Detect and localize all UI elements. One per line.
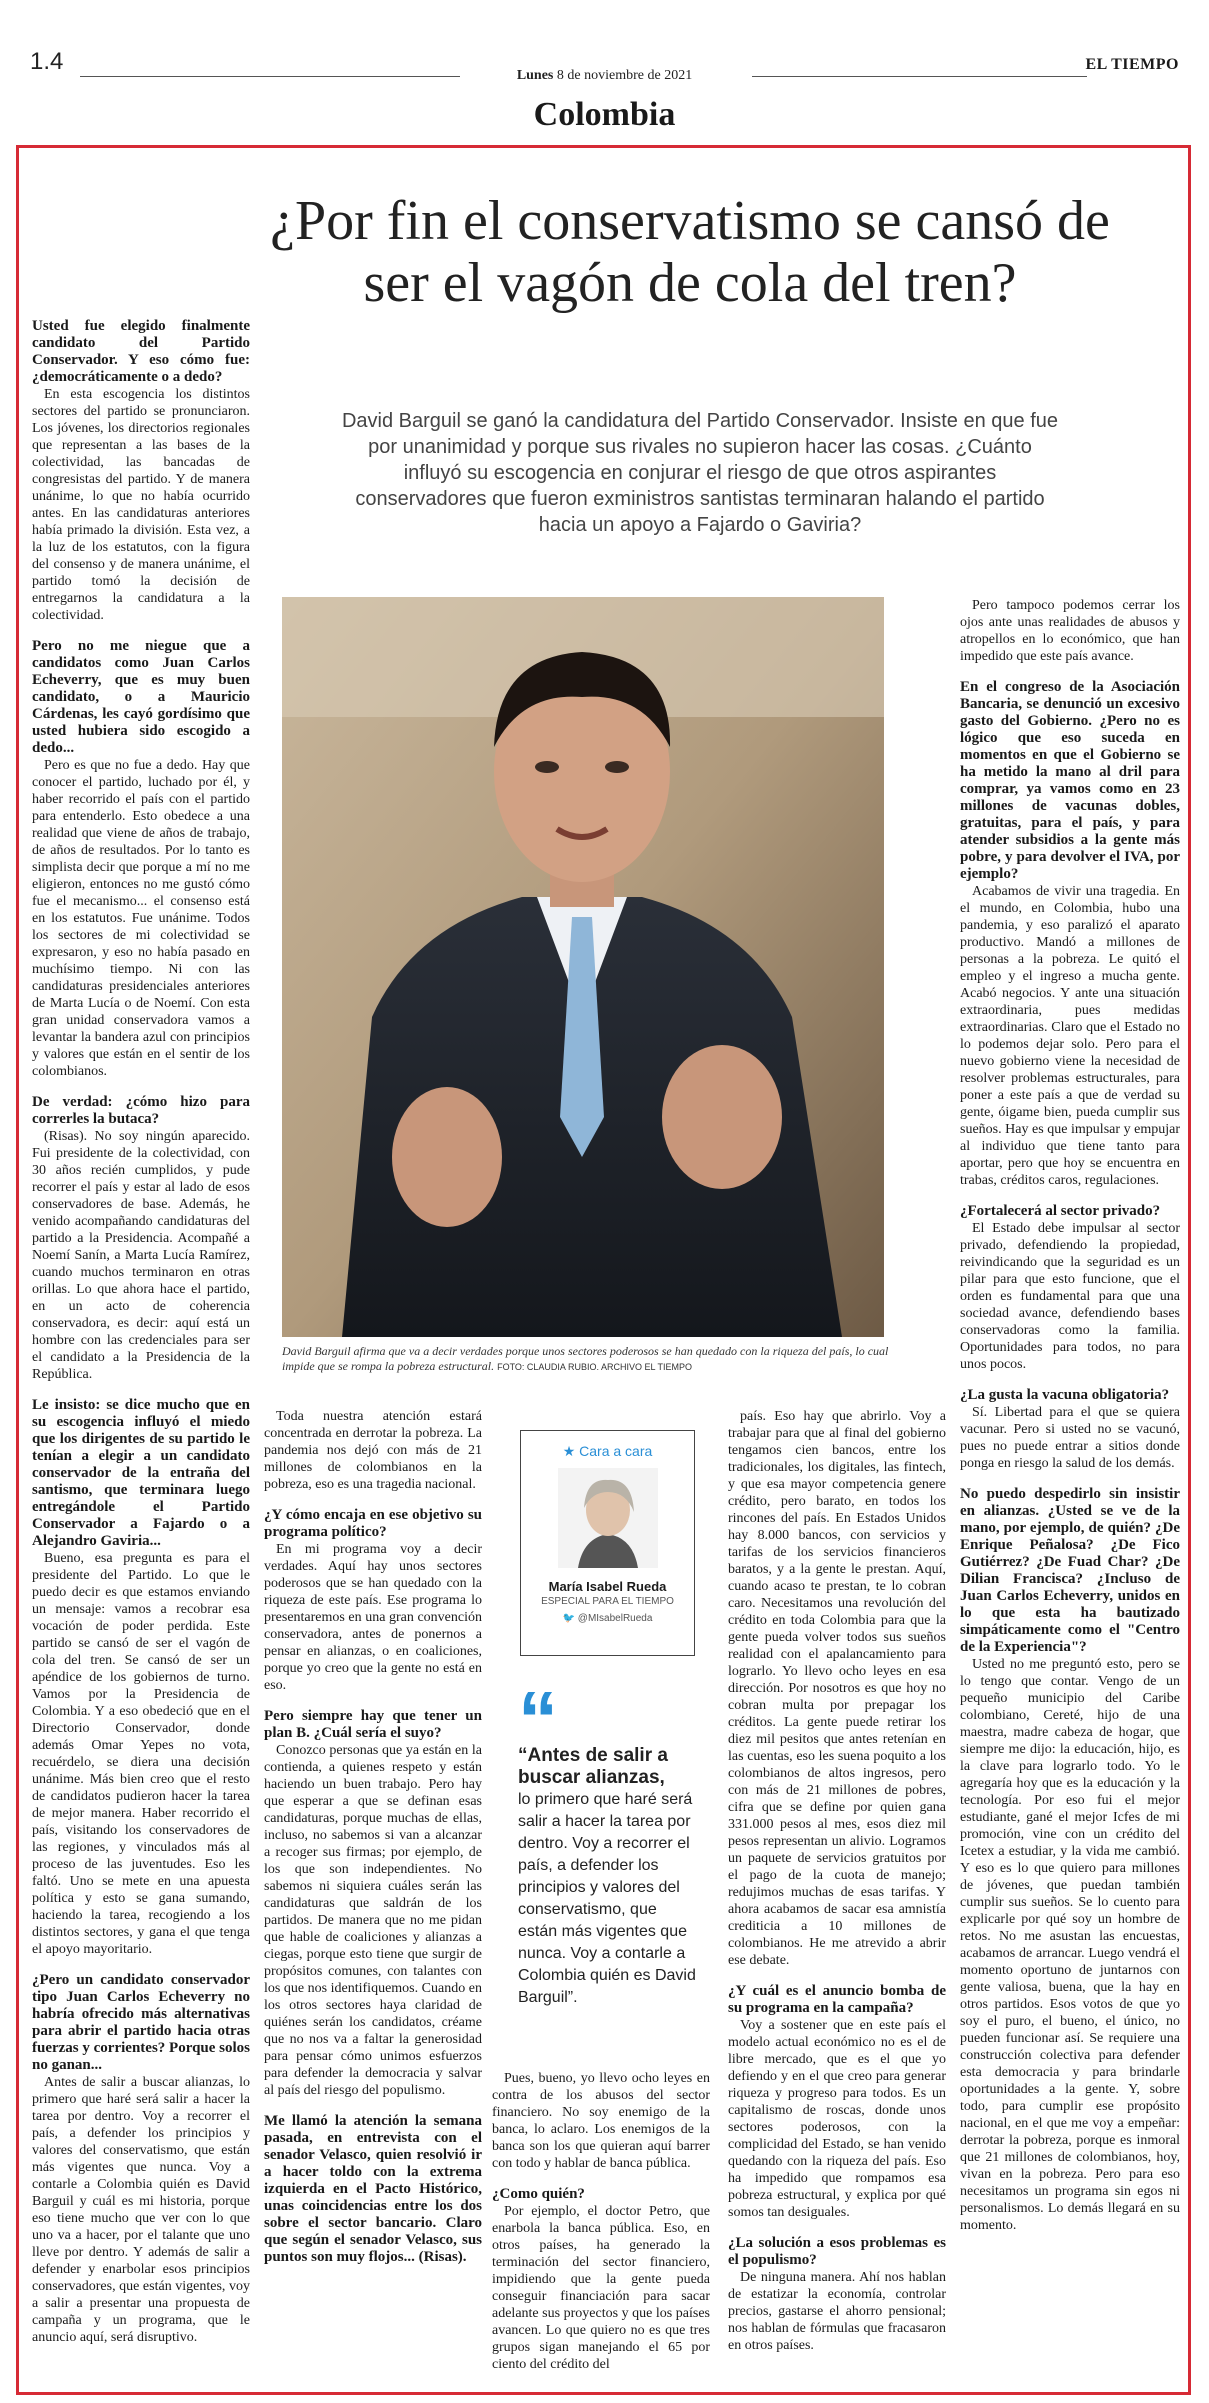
card-tag: ★ Cara a cara: [562, 1443, 653, 1459]
headline: ¿Por fin el conservatismo se cansó de ser el vagón de cola del tren?: [270, 190, 1110, 314]
question: ¿La solución a esos problemas es el populismo?: [728, 2235, 946, 2268]
question: ¿Pero un candidato conservador tipo Juan Carlos Echeverry no habría ofrecido más alternativas para abrir el partido hacia otras fuerzas y corrientes? Porque solos no ganan...: [32, 1972, 251, 2073]
question: Pero no me niegue que a candidatos como Juan Carlos Echeverry, que es muy buen candidato, o a Mauricio Cárdenas, les cayó gordísimo que usted hubiera sido escogido a dedo...: [32, 638, 250, 756]
portrait-image: [282, 597, 884, 1337]
pull-quote-lead: “Antes de salir a buscar alianzas,: [518, 1745, 668, 1788]
interviewer-name: María Isabel Rueda: [548, 1579, 667, 1594]
deck: David Barguil se ganó la candidatura del Partido Conservador. Insiste en que fue por unanimidad y porque sus rivales no supieron hacer las cosas. ¿Cuánto influyó su escogencia en conjurar el riesgo de que otros aspirantes conservadores que fueron exministros santistas terminaran halando el partido hacia un apoyo a Fajardo o Gaviria?: [341, 410, 1058, 536]
answer: Por ejemplo, el doctor Petro, que enarbola la banca pública. Eso, en otros países, ha generado la terminación del sector financiero, impidiendo que la gente pueda conseguir financiación para sacar adelante sus proyectos y que los países avancen. Lo que quiero no es que tres grupos sigan manejando el 65 por ciento del crédito del: [492, 2204, 710, 2372]
answer: En mi programa voy a decir verdades. Aquí hay unos sectores poderosos que se han quedado con la riqueza de este país. Ese programa lo presentaremos en una gran convención conservadora, antes de ponernos a pensar en alianzas, o en coaliciones, porque yo creo que la gente no está en eso.: [264, 1542, 482, 1693]
answer: Toda nuestra atención estará concentrada en derrotar la pobreza. La pandemia nos dejó con más de 21 millones de colombianos en la pobreza, eso es una tragedia nacional.: [264, 1409, 482, 1492]
answer: En esta escogencia los distintos sectores del partido se pronunciaron. Los jóvenes, los directorios regionales que representan a las bases de la colectividad, las bancadas de congresistas del partido. Y de manera unánime, lo que no había ocurrido antes. En las candidaturas anteriores había primado la división. Esta vez, a la luz de los estatutos, con la figura del consenso y de manera unánime, el partido tomó la decisión de entregarnos la candidatura a la colectividad.: [32, 387, 250, 623]
page-number: 1.4: [30, 48, 64, 75]
pull-quote: [518, 1745, 698, 2009]
column-2: [264, 1408, 482, 2266]
question: ¿Y cuál es el anuncio bomba de su programa en la campaña?: [728, 1983, 946, 2016]
answer: Conozco personas que ya están en la contienda, a quienes respeto y están haciendo un buen trabajo. Pero hay que esperar a que se definan esas candidaturas, porque muchas de ellas, incluso, no sabemos si van a alcanzar a recoger sus firmas; por ejemplo, de los que son independientes. No sabemos ni siquiera cuáles serán las candidaturas que saldrán de los partidos. De manera que no me pidan que hable de coaliciones y alianzas a ciegas, porque esto tiene que surgir de propósitos comunes, con talantes con los que nos identifiquemos. Cuando en los otros sectores haya claridad de quiénes serán los candidatos, créame que no nos va a faltar la generosidad para pensar cómo unimos esfuerzos para defender la democracia y salvar al país del riesgo del populismo.: [264, 1743, 482, 2098]
section-title: Colombia: [533, 96, 676, 133]
masthead-rule-right: [752, 76, 1087, 77]
twitter-icon: 🐦: [562, 1613, 576, 1624]
question: ¿Como quién?: [492, 2186, 585, 2202]
question: Pero siempre hay que tener un plan B. ¿Cuál sería el suyo?: [264, 1708, 482, 1741]
question: ¿Y cómo encaja en ese objetivo su programa político?: [264, 1507, 482, 1540]
answer: Usted no me preguntó esto, pero se lo tengo que contar. Vengo de un pequeño municipio del Caribe colombiano, Cereté, hijo de una maestra, madre cabeza de hogar, que siempre me dijo: la educación, hijo, es la clave para lograrlo todo. Yo le agregaría hoy que es la educación y la tecnología. Por eso fui el mejor estudiante, gané el mejor Icfes de mi promoción, vine con un crédito del Icetex a estudiar, y la vida me cambió. Y eso es lo que quiero para millones de jóvenes, que puedan también cumplir sus sueños. Se lo cuento para explicarle por qué soy un hombre de retos. No me asustan las encuestas, acabamos de arrancar. Luego vendrá el momento oportuno de juntarnos con gente valiosa, buena, que la hay en otros partidos. Esos votos de que yo soy el puro, el bueno, el único, no pueden funcionar así. Se requiere una construcción colectiva para defender esta democracia y para brindarle oportunidades a la gente. Y, sobre todo, para cumplir ese propósito nacional, en el que me voy a empeñar: derrotar la pobreza, porque es inmoral que 21 millones de colombianos, hoy, vivan en la pobreza. Pero para eso necesitamos un programa sin egos ni personalismos. Lo demás llegará en su momento.: [960, 1657, 1180, 2233]
interviewer-handle: 🐦 @MIsabelRueda: [562, 1613, 653, 1624]
answer: El Estado debe impulsar al sector privado, defendiendo la propiedad, reivindicando que la seguridad es un pilar para que esto funcione, que el orden es fundamental para que una sociedad avance, defendiendo bases conservadoras como la familia. Oportunidades para todos, no para unos pocos.: [960, 1221, 1180, 1372]
answer: Pero tampoco podemos cerrar los ojos ante unas realidades de abusos y atropellos en lo económico, que han impedido que este país avance.: [960, 598, 1180, 664]
question: No puedo despedirlo sin insistir en alianzas. ¿Usted se ve de la mano, por ejemplo, de quién? ¿De Enrique Peñalosa? ¿De Fico Gutiérrez? ¿De Fuad Char? ¿De Dilian Francisca? ¿Incluso de Juan Carlos Echeverry, unidos en lo que esta ha bautizado simpáticamente como el "Centro de la Experiencia"?: [960, 1486, 1180, 1655]
answer: Pero es que no fue a dedo. Hay que conocer el partido, luchado por él, y haber recorrido el país con el partido para entenderlo. Esto obedece a una realidad que viene de años de trabajo, de años de resultados. Por lo tanto es simplista decir que porque a mí no me eligieron, entonces no me gustó cómo fue el mecanismo... el consenso está en los estatutos. Fue unánime. Todos los sectores de mi colectividad se expresaron, y eso no había pasado en muchísimo tiempo. Ni con las candidaturas presidenciales anteriores de Marta Lucía o de Noemí. Con esta gran unidad conservadora vamos a levantar la bandera azul con principios y valores que están en el sentir de los colombianos.: [32, 758, 250, 1079]
answer: Voy a sostener que en este país el modelo actual económico no es el de libre mercado, que es el que yo defiendo y en el que creo para generar riqueza y progreso para todos. Es un capitalismo de roscas, donde unos sectores poderosos, con la complicidad del Estado, se han venido quedando con la riqueza del país. Eso ha impedido que rompamos esa pobreza estructural, y explica por qué somos tan desiguales.: [728, 2018, 946, 2220]
column-3: [492, 2070, 710, 2373]
interviewer-role: ESPECIAL PARA EL TIEMPO: [541, 1596, 674, 1607]
interviewer-avatar: [558, 1468, 658, 1568]
pull-quote-text: lo primero que haré será salir a hacer la tarea por dentro. Voy a recorrer el país, a defender los principios y valores del conservatismo, que están más vigentes que nunca. Voy a contarle a Colombia quién es David Barguil”.: [518, 1791, 696, 2006]
answer: Sí. Libertad para el que se quiera vacunar. Pero si usted no se vacunó, pues no puede entrar a sitios donde ponga en riesgo la salud de los demás.: [960, 1405, 1180, 1471]
star-icon: ★: [562, 1443, 580, 1459]
answer: (Risas). No soy ningún aparecido. Fui presidente de la colectividad, con 30 años recién cumplidos, y pude recorrer el país y estar al lado de esos conservadores de base. Además, he venido acompañando candidaturas del partido a la Presidencia. Acompañé a Noemí Sanín, a Marta Lucía Ramírez, cuando muchos terminaron en otras orillas. Lo que ahora hace el partido, en un acto de coherencia conservadora, es decir: aquí está un hombre con las credenciales para ser el candidato a la Presidencia de la República.: [32, 1129, 250, 1382]
answer: Bueno, esa pregunta es para el presidente del Partido. Lo que le puedo decir es que estamos enviando un mensaje: vamos a recobrar esa vocación de poder perdida. Este partido se cansó de ser el vagón de cola del tren. Se cansó de ser un apéndice de los gobiernos de turno. Vamos por la Presidencia de Colombia. Y a eso obedeció que en el Directorio Conservador, donde además Omar Yepes no vota, recuérdelo, se diera una decisión unánime. Más bien creo que el resto de candidatos pudieron hacer la tarea de mejor manera. Haber recorrido el país, visitando los conservadores de las regiones, y vinculados más al proceso de las juventudes. Eso les faltó. Uno se mete en una apuesta política y esto se gana sumando, haciendo la tarea, recogiendo a los distintos sectores, y gana el que tenga el apoyo mayoritario.: [32, 1551, 250, 1957]
answer: Pues, bueno, yo llevo ocho leyes en contra de los abusos del sector financiero. No soy enemigo de la banca, lo aclaro. Los enemigos de la banca son los que quieran aquí barrer con todo y hablar de banca pública.: [492, 2071, 710, 2171]
answer: Acabamos de vivir una tragedia. En el mundo, en Colombia, hubo una pandemia, y eso paralizó el aparato productivo. Mandó a millones de personas a la pobreza. Le quitó el empleo y el ingreso a mucha gente. Acabó negocios. Y ante una situación extraordinaria, pues medidas extraordinarias. Claro que el Estado no lo podemos dejar solo. Pero para el nuevo gobierno viene la necesidad de resolver problemas estructurales, para poner a este país a que de verdad su gente, óigame bien, pueda cumplir sus sueños. Hay es que impulsar y empujar al individuo que tiene tanto para aportar, pero que hoy se encuentra en trabas, créditos caros, regulaciones.: [960, 884, 1180, 1188]
photo-caption: [282, 1344, 902, 1375]
question: ¿Fortalecerá al sector privado?: [960, 1203, 1161, 1219]
caption-text: David Barguil afirma que va a decir verdades porque unos sectores poderosos se han quedado con la riqueza del país, lo cual impide que se rompa la pobreza estructural.: [282, 1344, 889, 1373]
column-1: [32, 318, 250, 2346]
column-5: [960, 597, 1180, 2234]
question: Usted fue elegido finalmente candidato del Partido Conservador. Y eso cómo fue: ¿democráticamente o a dedo?: [32, 318, 250, 385]
quote-mark-icon: “: [518, 1675, 558, 1764]
question: Me llamó la atención la semana pasada, en entrevista con el senador Velasco, quien resolvió ir a hacer toldo con la extrema izquierda en el Pacto Histórico, unas coincidencias entre los dos sobre el sector bancario. Claro que según el senador Velasco, sus puntos son muy flojos... (Risas).: [264, 2113, 482, 2265]
question: Le insisto: se dice mucho que en su escogencia influyó el miedo que los dirigentes de su partido le tenían a elegir a un candidato conservador de la entraña del santismo, que terminara luego entregándole el Partido Conservador a Fajardo o a Alejandro Gaviria...: [32, 1397, 250, 1549]
column-4: [728, 1408, 946, 2354]
question: ¿La gusta la vacuna obligatoria?: [960, 1387, 1170, 1403]
interviewer-card: [520, 1430, 695, 1656]
answer: Antes de salir a buscar alianzas, lo primero que haré será salir a hacer la tarea por dentro. Voy a recorrer el país, a defender los principios y valores del conservatismo, que están más vigentes que nunca. Voy a contarle a Colombia quién es David Barguil y cuál es mi historia, porque eso tiene mucho que ver con lo que uno va a hacer, por el talante que uno lleve por dentro. Y además de salir a defender y enarbolar esos principios conservadores, que están vigentes, voy a salir a presentar una propuesta de campaña y un programa, que le anuncio aquí, será disruptivo.: [32, 2075, 250, 2345]
dateline-day: Lunes: [516, 68, 554, 83]
answer: país. Eso hay que abrirlo. Voy a trabajar para que al final del gobierno tengamos cien bancos, entre los tradicionales, los digitales, las fintech, y que esa mayor competencia genere crédito, pero barato, en todos los rincones del país. En Estados Unidos hay 8.000 bancos, con servicios y tarifas de los servicios financieros baratos, y a la gente le prestan. Aquí, cuando acaso te prestan, te lo cobran caro. Necesitamos una revolución del crédito en toda Colombia para que la gente pueda volver todos sus sueños realidad con el apalancamiento para lograrlo. Yo llevo ocho leyes en esa dirección. Por nosotros es que hoy no cobran multa por prepagar los créditos. La gente puede retirar los diez mil pesitos que antes retenían en las cuentas, eso les suena poquito a los colombianos de altos ingresos, pero con más de 21 millones de pobres, cifra que se define por quien gana 331.000 pesos al mes, esos diez mil pesos representan un alivio. Logramos un paquete de servicios gratuitos por el pago de la cuota de manejo; redujimos muchas de esas tarifas. Y ahora acabamos de sacar esa amnistía crediticia a 10 millones de colombianos. He me atrevido a abrir ese debate.: [728, 1409, 946, 1968]
answer: De ninguna manera. Ahí nos hablan de estatizar la economía, controlar precios, gastarse el ahorro pensional; nos hablan de fórmulas que fracasaron en otros países.: [728, 2270, 946, 2353]
photo-credit: FOTO: CLAUDIA RUBIO. ARCHIVO EL TIEMPO: [497, 1362, 692, 1372]
dateline-date: 8 de noviembre de 2021: [556, 68, 693, 83]
question: En el congreso de la Asociación Bancaria, se denunció un excesivo gasto del Gobierno. ¿Pero no es lógico que eso suceda en momentos en que el Gobierno se ha metido la mano al dril para comprar, ya vamos como en 23 millones de vacunas dobles, gratuitas, para el país, y para atender subsidios a la gente más pobre, y para devolver el IVA, por ejemplo?: [960, 679, 1180, 882]
article-photo: [282, 597, 884, 1337]
brand-logo: EL TIEMPO: [1085, 56, 1179, 73]
question: De verdad: ¿cómo hizo para correrles la butaca?: [32, 1094, 250, 1127]
